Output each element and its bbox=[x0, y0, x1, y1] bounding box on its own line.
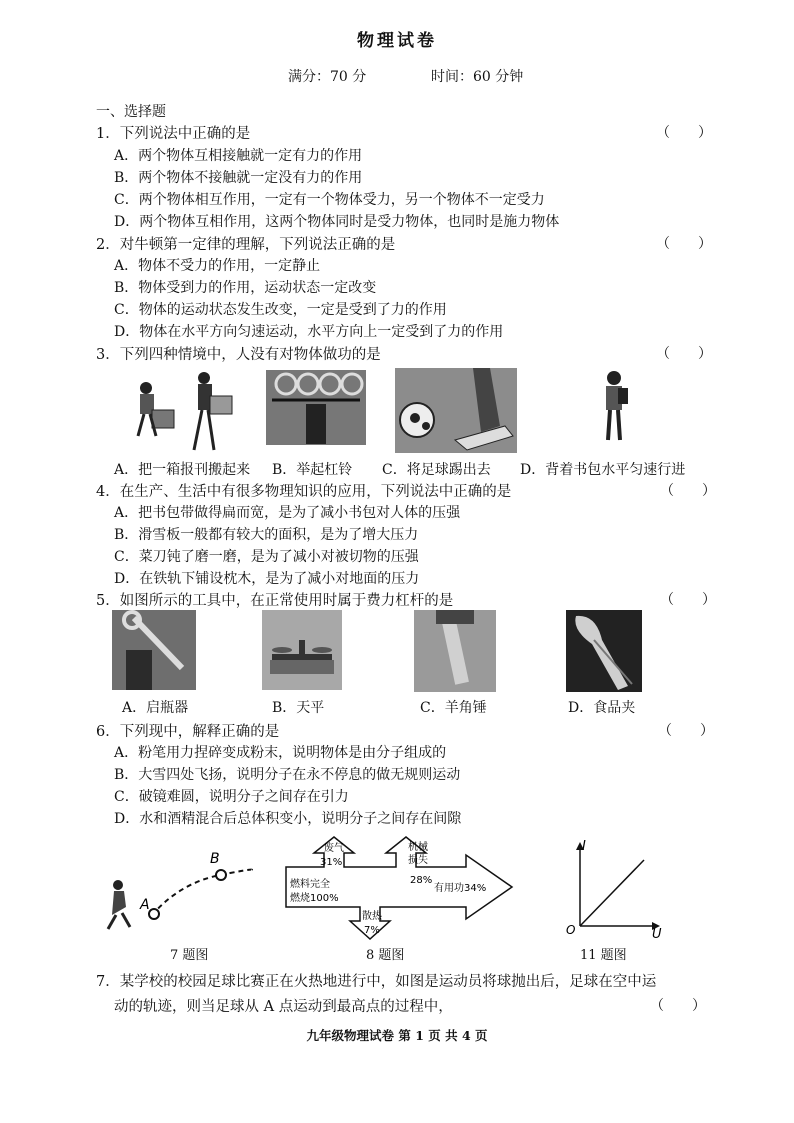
fig8-heat-pct: 7% bbox=[364, 925, 380, 936]
image-lifting-box bbox=[122, 370, 250, 454]
q2-option-b: B．物体受到力的作用，运动状态一定改变 bbox=[114, 280, 377, 296]
fig8-caption: 8 题图 bbox=[366, 948, 405, 963]
fig8-heat: 散热 bbox=[362, 911, 382, 922]
q3-option-d: D．背着书包水平匀速行进 bbox=[520, 462, 686, 478]
fig8-mech-loss-pct: 28% bbox=[410, 875, 433, 886]
answer-blank-3[interactable]: （ ） bbox=[656, 346, 712, 362]
question-2-stem: 2．对牛顿第一定律的理解，下列说法正确的是 bbox=[96, 237, 396, 253]
fig8-mech-loss: 机械 bbox=[408, 842, 428, 853]
fig8-mech-loss2: 损失 bbox=[408, 855, 428, 866]
question-7-stem-line1: 7．某学校的校园足球比赛正在火热地进行中，如图是运动员将球抛出后，足球在空中运 bbox=[96, 974, 657, 990]
fig7-point-a: A bbox=[140, 897, 150, 913]
image-claw-hammer bbox=[414, 610, 496, 692]
fig8-fuel2: 燃烧100% bbox=[290, 893, 339, 904]
question-4-stem: 4．在生产、生活中有很多物理知识的应用，下列说法中正确的是 bbox=[96, 484, 512, 500]
answer-blank-2[interactable]: （ ） bbox=[656, 236, 712, 252]
image-weightlifter bbox=[266, 370, 366, 445]
q4-option-a: A．把书包带做得扁而宽，是为了减小书包对人体的压强 bbox=[114, 505, 461, 521]
fig8-waste-gas: 废气 bbox=[324, 843, 344, 854]
answer-blank-7[interactable]: （ ） bbox=[650, 998, 706, 1014]
image-walking-student bbox=[582, 368, 642, 448]
fig11-y-axis: I bbox=[582, 839, 586, 854]
image-kicking-ball bbox=[395, 368, 517, 453]
image-food-tongs bbox=[566, 610, 642, 692]
fig7-caption: 7 题图 bbox=[170, 948, 209, 963]
q3-option-b: B．举起杠铃 bbox=[272, 462, 353, 478]
image-bottle-opener bbox=[112, 610, 196, 690]
q5-option-a: A．启瓶器 bbox=[122, 700, 189, 716]
page-title: 物理试卷 bbox=[357, 31, 437, 51]
figure-8-energy-flow bbox=[276, 835, 520, 941]
fig7-point-b: B bbox=[210, 851, 220, 867]
section-heading: 一、选择题 bbox=[96, 104, 166, 120]
q6-option-c: C．破镜难圆，说明分子之间存在引力 bbox=[114, 789, 349, 805]
question-1-stem: 1．下列说法中正确的是 bbox=[96, 126, 251, 142]
exam-time: 时间：60 分钟 bbox=[431, 69, 524, 85]
figure-7-trajectory bbox=[100, 845, 260, 935]
q6-option-b: B．大雪四处飞扬，说明分子在永不停息的做无规则运动 bbox=[114, 767, 461, 783]
answer-blank-5[interactable]: （ ） bbox=[660, 592, 716, 608]
answer-blank-1[interactable]: （ ） bbox=[656, 125, 712, 141]
q5-option-d: D．食品夹 bbox=[568, 700, 636, 716]
q1-option-c: C．两个物体相互作用，一定有一个物体受力，另一个物体不一定受力 bbox=[114, 192, 545, 208]
fig8-waste-gas-pct: 31% bbox=[320, 857, 343, 868]
answer-blank-4[interactable]: （ ） bbox=[660, 483, 716, 499]
q1-option-d: D．两个物体互相作用，这两个物体同时是受力物体，也同时是施力物体 bbox=[114, 214, 560, 230]
q5-option-c: C．羊角锤 bbox=[420, 700, 487, 716]
q3-option-c: C．将足球踢出去 bbox=[382, 462, 491, 478]
fig11-x-axis: U bbox=[652, 927, 662, 938]
fig11-caption: 11 题图 bbox=[580, 948, 627, 963]
question-7-stem-line2: 动的轨迹，则当足球从 A 点运动到最高点的过程中， bbox=[114, 999, 453, 1015]
question-3-stem: 3．下列四种情境中，人没有对物体做功的是 bbox=[96, 347, 381, 363]
q6-option-d: D．水和酒精混合后总体积变小，说明分子之间存在间隙 bbox=[114, 811, 462, 827]
q2-option-a: A．物体不受力的作用，一定静止 bbox=[114, 258, 321, 274]
q5-option-b: B．天平 bbox=[272, 700, 325, 716]
q1-option-a: A．两个物体互相接触就一定有力的作用 bbox=[114, 148, 363, 164]
full-score: 满分：70 分 bbox=[288, 69, 367, 85]
q4-option-b: B．滑雪板一般都有较大的面积，是为了增大压力 bbox=[114, 527, 419, 543]
q4-option-d: D．在铁轨下铺设枕木，是为了减小对地面的压力 bbox=[114, 571, 420, 587]
image-balance-scale bbox=[262, 610, 342, 690]
question-6-stem: 6．下列现中，解释正确的是 bbox=[96, 724, 280, 740]
fig8-fuel: 燃料完全 bbox=[290, 879, 330, 890]
q4-option-c: C．菜刀钝了磨一磨，是为了减小对被切物的压强 bbox=[114, 549, 419, 565]
q1-option-b: B．两个物体不接触就一定没有力的作用 bbox=[114, 170, 363, 186]
page-footer: 九年级物理试卷 第 1 页 共 4 页 bbox=[306, 1028, 488, 1043]
answer-blank-6[interactable]: （ ） bbox=[658, 723, 714, 739]
fig11-origin: O bbox=[566, 923, 576, 937]
q2-option-c: C．物体的运动状态发生改变，一定是受到了力的作用 bbox=[114, 302, 447, 318]
q6-option-a: A．粉笔用力捏碎变成粉末，说明物体是由分子组成的 bbox=[114, 745, 447, 761]
question-5-stem: 5．如图所示的工具中，在正常使用时属于费力杠杆的是 bbox=[96, 593, 454, 609]
q2-option-d: D．物体在水平方向匀速运动，水平方向上一定受到了力的作用 bbox=[114, 324, 504, 340]
q3-option-a: A．把一箱报刊搬起来 bbox=[114, 462, 251, 478]
fig8-useful-work: 有用功34% bbox=[434, 883, 487, 894]
figure-11-iu-graph bbox=[558, 838, 668, 938]
